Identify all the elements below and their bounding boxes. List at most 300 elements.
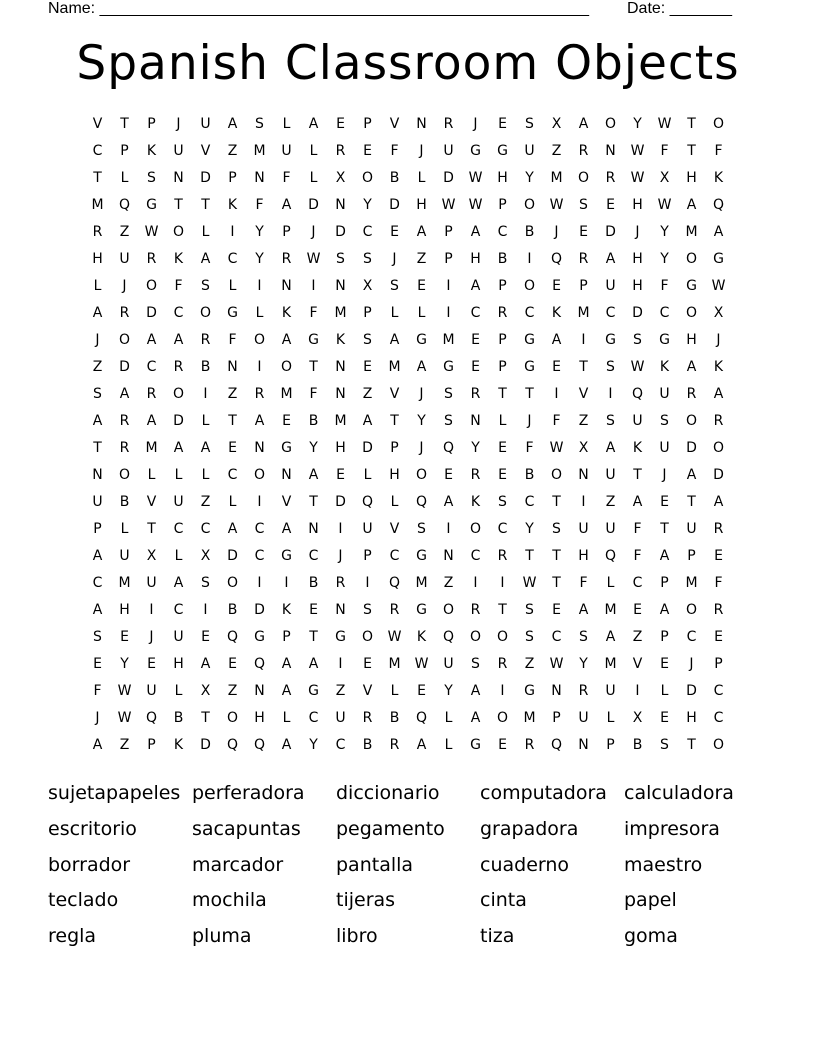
- grid-letter[interactable]: Q: [415, 709, 428, 726]
- grid-letter[interactable]: J: [635, 223, 640, 240]
- grid-letter[interactable]: F: [228, 331, 237, 348]
- grid-letter[interactable]: G: [308, 331, 319, 348]
- grid-letter[interactable]: D: [632, 304, 643, 321]
- grid-letter[interactable]: I: [446, 520, 451, 537]
- grid-letter[interactable]: N: [254, 439, 265, 456]
- grid-letter[interactable]: S: [498, 493, 507, 510]
- grid-letter[interactable]: L: [174, 682, 183, 699]
- grid-letter[interactable]: I: [338, 520, 343, 537]
- grid-letter[interactable]: O: [496, 709, 509, 726]
- grid-letter[interactable]: S: [525, 115, 534, 132]
- grid-letter[interactable]: R: [119, 304, 130, 321]
- grid-letter[interactable]: L: [498, 412, 507, 429]
- grid-letter[interactable]: I: [635, 682, 640, 699]
- grid-letter[interactable]: G: [470, 736, 481, 753]
- grid-letter[interactable]: Z: [119, 736, 130, 753]
- grid-letter[interactable]: P: [498, 358, 507, 375]
- grid-letter[interactable]: D: [146, 304, 157, 321]
- grid-letter[interactable]: T: [552, 493, 561, 510]
- grid-letter[interactable]: W: [468, 169, 483, 186]
- grid-letter[interactable]: C: [92, 142, 103, 159]
- grid-letter[interactable]: U: [686, 520, 697, 537]
- grid-letter[interactable]: P: [282, 628, 291, 645]
- grid-letter[interactable]: Q: [415, 493, 428, 510]
- grid-letter[interactable]: I: [446, 304, 451, 321]
- grid-letter[interactable]: W: [414, 655, 429, 672]
- grid-letter[interactable]: J: [554, 223, 559, 240]
- grid-letter[interactable]: D: [335, 493, 346, 510]
- grid-letter[interactable]: S: [552, 520, 561, 537]
- grid-letter[interactable]: U: [605, 466, 616, 483]
- grid-letter[interactable]: T: [174, 196, 183, 213]
- grid-letter[interactable]: K: [281, 601, 292, 618]
- grid-letter[interactable]: J: [95, 331, 100, 348]
- grid-letter[interactable]: W: [306, 250, 321, 267]
- grid-letter[interactable]: U: [443, 655, 454, 672]
- grid-letter[interactable]: U: [524, 142, 535, 159]
- grid-letter[interactable]: C: [659, 304, 670, 321]
- grid-letter[interactable]: Y: [120, 655, 129, 672]
- grid-letter[interactable]: O: [118, 331, 131, 348]
- grid-letter[interactable]: R: [713, 412, 724, 429]
- grid-letter[interactable]: C: [497, 223, 508, 240]
- grid-letter[interactable]: G: [659, 331, 670, 348]
- grid-letter[interactable]: F: [633, 547, 642, 564]
- grid-letter[interactable]: A: [200, 439, 211, 456]
- grid-letter[interactable]: E: [498, 466, 507, 483]
- grid-letter[interactable]: O: [577, 169, 590, 186]
- grid-letter[interactable]: E: [714, 547, 723, 564]
- grid-letter[interactable]: L: [606, 574, 615, 591]
- grid-letter[interactable]: R: [470, 601, 481, 618]
- grid-letter[interactable]: G: [605, 331, 616, 348]
- grid-letter[interactable]: P: [282, 223, 291, 240]
- grid-letter[interactable]: Q: [631, 385, 644, 402]
- grid-letter[interactable]: A: [281, 520, 292, 537]
- grid-letter[interactable]: A: [443, 493, 454, 510]
- grid-letter[interactable]: S: [606, 412, 615, 429]
- grid-letter[interactable]: U: [632, 412, 643, 429]
- grid-letter[interactable]: N: [578, 466, 589, 483]
- grid-letter[interactable]: E: [228, 439, 237, 456]
- grid-letter[interactable]: P: [552, 709, 561, 726]
- grid-letter[interactable]: J: [419, 385, 424, 402]
- grid-letter[interactable]: O: [685, 304, 698, 321]
- grid-letter[interactable]: S: [444, 412, 453, 429]
- grid-letter[interactable]: P: [660, 574, 669, 591]
- grid-letter[interactable]: T: [687, 142, 696, 159]
- grid-letter[interactable]: I: [500, 574, 505, 591]
- grid-letter[interactable]: U: [578, 520, 589, 537]
- grid-letter[interactable]: M: [604, 655, 617, 672]
- name-field[interactable]: Name: _______________________________________________________: [48, 0, 589, 17]
- grid-letter[interactable]: R: [335, 142, 346, 159]
- grid-letter[interactable]: A: [281, 682, 292, 699]
- grid-letter[interactable]: A: [686, 196, 697, 213]
- grid-letter[interactable]: U: [362, 520, 373, 537]
- grid-letter[interactable]: P: [147, 115, 156, 132]
- grid-letter[interactable]: X: [632, 709, 643, 726]
- grid-letter[interactable]: G: [227, 304, 238, 321]
- grid-letter[interactable]: X: [200, 547, 211, 564]
- grid-letter[interactable]: O: [172, 223, 185, 240]
- grid-letter[interactable]: R: [146, 385, 157, 402]
- grid-letter[interactable]: B: [497, 250, 508, 267]
- grid-letter[interactable]: F: [390, 142, 399, 159]
- grid-letter[interactable]: O: [685, 250, 698, 267]
- grid-letter[interactable]: M: [91, 196, 104, 213]
- grid-letter[interactable]: N: [173, 169, 184, 186]
- grid-letter[interactable]: O: [712, 115, 725, 132]
- grid-letter[interactable]: S: [525, 628, 534, 645]
- grid-letter[interactable]: Q: [442, 628, 455, 645]
- grid-letter[interactable]: E: [417, 682, 426, 699]
- grid-letter[interactable]: E: [471, 358, 480, 375]
- grid-letter[interactable]: N: [227, 358, 238, 375]
- grid-letter[interactable]: N: [335, 277, 346, 294]
- grid-letter[interactable]: J: [176, 115, 181, 132]
- grid-letter[interactable]: O: [226, 709, 239, 726]
- grid-letter[interactable]: T: [498, 385, 507, 402]
- grid-letter[interactable]: B: [308, 574, 319, 591]
- grid-letter[interactable]: G: [335, 628, 346, 645]
- grid-letter[interactable]: C: [173, 520, 184, 537]
- grid-letter[interactable]: R: [335, 574, 346, 591]
- grid-letter[interactable]: R: [497, 304, 508, 321]
- grid-letter[interactable]: K: [632, 439, 643, 456]
- grid-letter[interactable]: K: [713, 358, 724, 375]
- grid-letter[interactable]: N: [281, 277, 292, 294]
- grid-letter[interactable]: N: [335, 358, 346, 375]
- grid-letter[interactable]: R: [92, 223, 103, 240]
- grid-letter[interactable]: Y: [579, 655, 588, 672]
- grid-letter[interactable]: Z: [92, 358, 103, 375]
- grid-letter[interactable]: J: [662, 466, 667, 483]
- grid-letter[interactable]: A: [200, 250, 211, 267]
- grid-letter[interactable]: P: [498, 277, 507, 294]
- grid-letter[interactable]: A: [551, 331, 562, 348]
- grid-letter[interactable]: E: [714, 628, 723, 645]
- grid-letter[interactable]: W: [522, 574, 537, 591]
- grid-letter[interactable]: S: [660, 412, 669, 429]
- grid-letter[interactable]: C: [308, 709, 319, 726]
- grid-letter[interactable]: D: [686, 682, 697, 699]
- grid-letter[interactable]: G: [281, 547, 292, 564]
- grid-letter[interactable]: K: [227, 196, 238, 213]
- grid-letter[interactable]: K: [713, 169, 724, 186]
- grid-letter[interactable]: Z: [335, 682, 346, 699]
- grid-letter[interactable]: X: [362, 277, 373, 294]
- grid-letter[interactable]: J: [473, 115, 478, 132]
- grid-letter[interactable]: R: [713, 601, 724, 618]
- grid-letter[interactable]: S: [93, 628, 102, 645]
- grid-letter[interactable]: O: [685, 412, 698, 429]
- grid-letter[interactable]: B: [362, 736, 373, 753]
- grid-letter[interactable]: P: [660, 628, 669, 645]
- grid-letter[interactable]: Y: [255, 223, 264, 240]
- grid-letter[interactable]: Z: [578, 412, 589, 429]
- grid-letter[interactable]: L: [444, 709, 453, 726]
- grid-letter[interactable]: R: [173, 358, 184, 375]
- grid-letter[interactable]: P: [93, 520, 102, 537]
- grid-letter[interactable]: L: [174, 466, 183, 483]
- grid-letter[interactable]: I: [473, 574, 478, 591]
- grid-letter[interactable]: A: [92, 736, 103, 753]
- grid-letter[interactable]: C: [524, 493, 535, 510]
- grid-letter[interactable]: B: [524, 223, 535, 240]
- grid-letter[interactable]: D: [389, 196, 400, 213]
- grid-letter[interactable]: N: [551, 682, 562, 699]
- grid-letter[interactable]: J: [392, 250, 397, 267]
- grid-letter[interactable]: L: [660, 682, 669, 699]
- grid-letter[interactable]: E: [498, 736, 507, 753]
- grid-letter[interactable]: S: [147, 169, 156, 186]
- grid-letter[interactable]: M: [577, 304, 590, 321]
- grid-letter[interactable]: I: [257, 574, 262, 591]
- grid-letter[interactable]: C: [335, 736, 346, 753]
- grid-letter[interactable]: G: [470, 142, 481, 159]
- grid-letter[interactable]: K: [470, 493, 481, 510]
- grid-letter[interactable]: Z: [443, 574, 454, 591]
- grid-letter[interactable]: Z: [416, 250, 427, 267]
- grid-letter[interactable]: O: [199, 304, 212, 321]
- grid-letter[interactable]: Q: [226, 628, 239, 645]
- grid-letter[interactable]: N: [470, 412, 481, 429]
- grid-letter[interactable]: U: [281, 142, 292, 159]
- grid-letter[interactable]: J: [311, 223, 316, 240]
- grid-letter[interactable]: E: [579, 223, 588, 240]
- grid-letter[interactable]: D: [254, 601, 265, 618]
- grid-letter[interactable]: S: [444, 385, 453, 402]
- grid-letter[interactable]: W: [387, 628, 402, 645]
- grid-letter[interactable]: Z: [605, 493, 616, 510]
- grid-letter[interactable]: O: [496, 628, 509, 645]
- grid-letter[interactable]: X: [578, 439, 589, 456]
- grid-letter[interactable]: A: [146, 331, 157, 348]
- grid-letter[interactable]: E: [660, 493, 669, 510]
- grid-letter[interactable]: R: [605, 169, 616, 186]
- grid-letter[interactable]: F: [174, 277, 183, 294]
- grid-letter[interactable]: Z: [227, 682, 238, 699]
- grid-letter[interactable]: L: [282, 709, 291, 726]
- grid-letter[interactable]: Q: [388, 574, 401, 591]
- grid-letter[interactable]: H: [578, 547, 589, 564]
- grid-letter[interactable]: O: [253, 331, 266, 348]
- grid-letter[interactable]: S: [633, 331, 642, 348]
- grid-letter[interactable]: M: [523, 709, 536, 726]
- grid-letter[interactable]: O: [712, 736, 725, 753]
- grid-letter[interactable]: D: [119, 358, 130, 375]
- grid-letter[interactable]: N: [335, 196, 346, 213]
- grid-letter[interactable]: V: [632, 655, 643, 672]
- grid-letter[interactable]: E: [201, 628, 210, 645]
- grid-letter[interactable]: A: [119, 385, 130, 402]
- grid-letter[interactable]: Z: [227, 385, 238, 402]
- grid-letter[interactable]: H: [632, 277, 643, 294]
- grid-letter[interactable]: A: [389, 331, 400, 348]
- grid-letter[interactable]: J: [122, 277, 127, 294]
- grid-letter[interactable]: T: [687, 115, 696, 132]
- grid-letter[interactable]: C: [470, 304, 481, 321]
- grid-letter[interactable]: T: [687, 736, 696, 753]
- grid-letter[interactable]: P: [228, 169, 237, 186]
- grid-letter[interactable]: C: [146, 358, 157, 375]
- grid-letter[interactable]: N: [578, 736, 589, 753]
- grid-letter[interactable]: Y: [444, 682, 453, 699]
- grid-letter[interactable]: R: [713, 520, 724, 537]
- grid-letter[interactable]: K: [659, 358, 670, 375]
- grid-letter[interactable]: Z: [119, 223, 130, 240]
- grid-letter[interactable]: O: [361, 169, 374, 186]
- grid-letter[interactable]: W: [630, 169, 645, 186]
- grid-letter[interactable]: C: [254, 547, 265, 564]
- grid-letter[interactable]: A: [605, 628, 616, 645]
- grid-letter[interactable]: R: [362, 709, 373, 726]
- grid-letter[interactable]: E: [93, 655, 102, 672]
- grid-letter[interactable]: R: [389, 601, 400, 618]
- grid-letter[interactable]: S: [255, 115, 264, 132]
- grid-letter[interactable]: A: [713, 493, 724, 510]
- grid-letter[interactable]: P: [390, 439, 399, 456]
- grid-letter[interactable]: A: [686, 358, 697, 375]
- grid-letter[interactable]: O: [685, 601, 698, 618]
- grid-letter[interactable]: J: [149, 628, 154, 645]
- grid-letter[interactable]: V: [389, 520, 400, 537]
- grid-letter[interactable]: B: [173, 709, 184, 726]
- grid-letter[interactable]: H: [416, 196, 427, 213]
- grid-letter[interactable]: T: [525, 385, 534, 402]
- grid-letter[interactable]: E: [633, 601, 642, 618]
- grid-letter[interactable]: L: [390, 493, 399, 510]
- grid-letter[interactable]: N: [281, 466, 292, 483]
- grid-letter[interactable]: X: [335, 169, 346, 186]
- grid-letter[interactable]: S: [363, 250, 372, 267]
- grid-letter[interactable]: U: [443, 142, 454, 159]
- grid-letter[interactable]: L: [417, 304, 426, 321]
- grid-letter[interactable]: D: [443, 169, 454, 186]
- grid-letter[interactable]: W: [144, 223, 159, 240]
- grid-letter[interactable]: C: [497, 520, 508, 537]
- grid-letter[interactable]: C: [308, 547, 319, 564]
- grid-letter[interactable]: L: [174, 547, 183, 564]
- grid-letter[interactable]: W: [468, 196, 483, 213]
- grid-letter[interactable]: U: [92, 493, 103, 510]
- grid-letter[interactable]: T: [525, 547, 534, 564]
- grid-letter[interactable]: O: [442, 601, 455, 618]
- grid-letter[interactable]: I: [284, 574, 289, 591]
- grid-letter[interactable]: R: [281, 250, 292, 267]
- grid-letter[interactable]: A: [281, 655, 292, 672]
- grid-letter[interactable]: C: [200, 520, 211, 537]
- grid-letter[interactable]: C: [173, 304, 184, 321]
- grid-letter[interactable]: B: [632, 736, 643, 753]
- grid-letter[interactable]: E: [552, 358, 561, 375]
- grid-letter[interactable]: M: [415, 574, 428, 591]
- grid-letter[interactable]: R: [389, 736, 400, 753]
- grid-letter[interactable]: A: [92, 547, 103, 564]
- grid-letter[interactable]: E: [120, 628, 129, 645]
- grid-letter[interactable]: I: [149, 601, 154, 618]
- grid-letter[interactable]: T: [201, 196, 210, 213]
- grid-letter[interactable]: D: [200, 736, 211, 753]
- grid-letter[interactable]: P: [147, 736, 156, 753]
- grid-letter[interactable]: U: [119, 547, 130, 564]
- grid-letter[interactable]: N: [335, 385, 346, 402]
- grid-letter[interactable]: J: [716, 331, 721, 348]
- grid-letter[interactable]: T: [633, 466, 642, 483]
- grid-letter[interactable]: L: [390, 682, 399, 699]
- grid-letter[interactable]: F: [633, 520, 642, 537]
- grid-letter[interactable]: W: [711, 277, 726, 294]
- grid-letter[interactable]: A: [200, 655, 211, 672]
- grid-letter[interactable]: C: [362, 223, 373, 240]
- grid-letter[interactable]: T: [147, 520, 156, 537]
- grid-letter[interactable]: O: [550, 466, 563, 483]
- grid-letter[interactable]: O: [172, 385, 185, 402]
- grid-letter[interactable]: S: [579, 628, 588, 645]
- grid-letter[interactable]: K: [416, 628, 427, 645]
- grid-letter[interactable]: S: [363, 601, 372, 618]
- grid-letter[interactable]: E: [390, 223, 399, 240]
- grid-letter[interactable]: M: [604, 601, 617, 618]
- grid-letter[interactable]: X: [659, 169, 670, 186]
- grid-letter[interactable]: L: [390, 304, 399, 321]
- grid-letter[interactable]: F: [579, 574, 588, 591]
- grid-letter[interactable]: Q: [253, 655, 266, 672]
- grid-letter[interactable]: S: [93, 385, 102, 402]
- grid-letter[interactable]: E: [309, 601, 318, 618]
- grid-letter[interactable]: V: [578, 385, 589, 402]
- grid-letter[interactable]: E: [282, 412, 291, 429]
- grid-letter[interactable]: N: [254, 169, 265, 186]
- grid-letter[interactable]: L: [201, 466, 210, 483]
- grid-letter[interactable]: V: [146, 493, 157, 510]
- grid-letter[interactable]: A: [713, 385, 724, 402]
- grid-letter[interactable]: T: [687, 493, 696, 510]
- grid-letter[interactable]: I: [527, 250, 532, 267]
- grid-letter[interactable]: G: [416, 547, 427, 564]
- grid-letter[interactable]: A: [173, 439, 184, 456]
- grid-letter[interactable]: P: [363, 547, 372, 564]
- grid-letter[interactable]: K: [173, 250, 184, 267]
- grid-letter[interactable]: L: [93, 277, 102, 294]
- grid-letter[interactable]: L: [309, 142, 318, 159]
- grid-letter[interactable]: Q: [226, 736, 239, 753]
- grid-letter[interactable]: U: [119, 250, 130, 267]
- grid-letter[interactable]: O: [712, 439, 725, 456]
- grid-letter[interactable]: I: [446, 277, 451, 294]
- grid-letter[interactable]: I: [257, 358, 262, 375]
- grid-letter[interactable]: H: [632, 250, 643, 267]
- grid-letter[interactable]: A: [470, 277, 481, 294]
- grid-letter[interactable]: A: [281, 736, 292, 753]
- grid-letter[interactable]: L: [147, 466, 156, 483]
- grid-letter[interactable]: G: [524, 358, 535, 375]
- grid-letter[interactable]: U: [146, 574, 157, 591]
- grid-letter[interactable]: Z: [632, 628, 643, 645]
- grid-letter[interactable]: O: [523, 196, 536, 213]
- grid-letter[interactable]: F: [525, 439, 534, 456]
- grid-letter[interactable]: A: [686, 466, 697, 483]
- grid-letter[interactable]: T: [498, 601, 507, 618]
- grid-letter[interactable]: O: [415, 466, 428, 483]
- grid-letter[interactable]: B: [308, 412, 319, 429]
- grid-letter[interactable]: L: [282, 115, 291, 132]
- grid-letter[interactable]: U: [200, 115, 211, 132]
- grid-letter[interactable]: S: [336, 250, 345, 267]
- grid-letter[interactable]: Y: [471, 439, 480, 456]
- grid-letter[interactable]: A: [362, 412, 373, 429]
